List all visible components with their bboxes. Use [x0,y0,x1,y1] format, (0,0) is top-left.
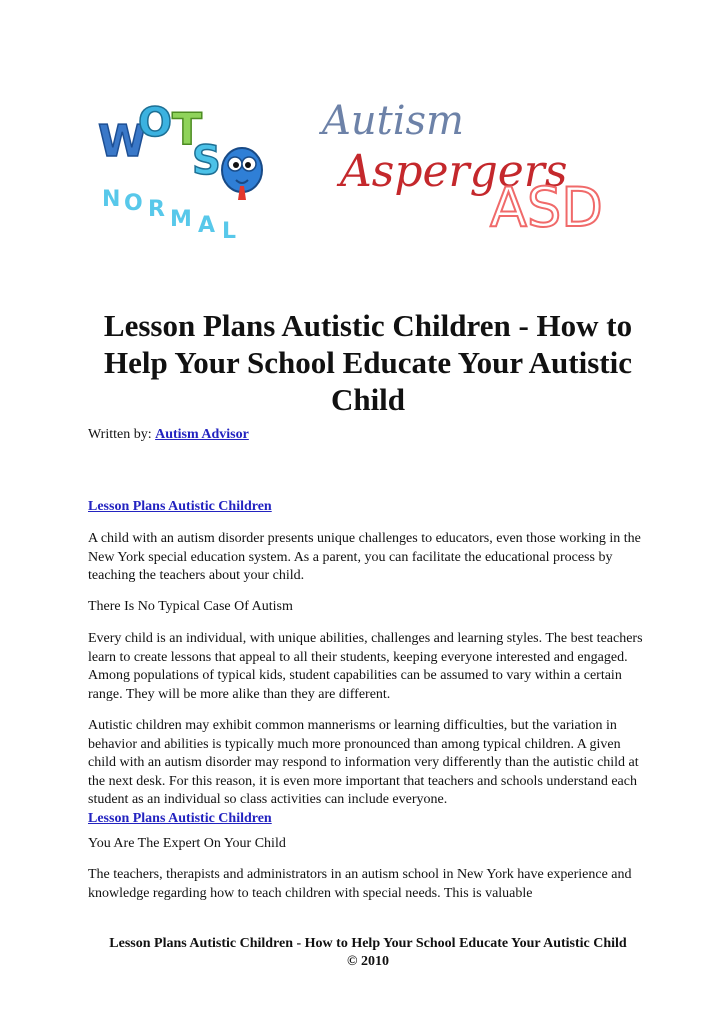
logo-letter-s: S [192,138,221,184]
paragraph-intro: A child with an autism disorder presents unique challenges to educators, even those working in the New York special education system. As a parent, you can facilitate the educational process by teaching the teachers about your child. [88,531,641,584]
byline [88,427,249,443]
logo-letter-n: N [102,187,121,212]
logo-letter-o2: O [124,191,143,216]
logo-letter-o: O [138,100,173,146]
byline-prefix: Written by: [88,427,156,442]
logo-letter-t: T [172,104,203,155]
inline-link-lesson-plans[interactable]: Lesson Plans Autistic Children [88,810,272,826]
section-link-lesson-plans[interactable]: Lesson Plans Autistic Children [88,499,272,514]
paragraph-every-child: Every child is an individual, with unique abilities, challenges and learning styles. The best teachers learn to create lessons that appeal to all their students, keeping everyone interested and engaged. Among populations of typical kids, student capabilities can be assumed to vary within a certain range. They will be more alike than they are different. [88,631,643,702]
logo-word-asd: ASD [490,176,603,236]
logo-letter-a: A [198,213,216,238]
paragraph-teachers-therapists: The teachers, therapists and administrators in an autism school in New York have experience and knowledge regarding how to teach children with special needs. This is valuable [88,867,632,901]
footer-title: Lesson Plans Autistic Children - How to Help Your School Educate Your Autistic Child [109,936,627,951]
owl-mascot-icon [222,148,262,200]
page-title: Lesson Plans Autistic Children - How to Help Your School Educate Your Autistic Child [103,308,633,417]
logo-word-aspergers: Aspergers [340,146,568,197]
paragraph-autistic-children: Autistic children may exhibit common mannerisms or learning difficulties, but the variation in behavior and abilities is typically much more pronounced than among typical children. A given child with an autism disorder may respond to information very differently than the autistic child at the next desk. For this reason, it is even more important that teachers and schools understand each student as an individual so class activities can include everyone. [88,718,639,808]
logo-letter-m: M [170,207,192,232]
autism-aspergers-asd-logo [312,86,612,236]
subheading-you-are-the-expert: You Are The Expert On Your Child [88,836,286,851]
logo-word-autism: Autism [322,98,464,144]
author-link[interactable]: Autism Advisor [155,427,249,442]
subheading-no-typical-case: There Is No Typical Case Of Autism [88,599,293,614]
logo-letter-w: W [98,116,147,167]
logo-letter-r: R [148,197,165,222]
logo-letter-l: L [222,219,237,244]
footer-copyright: © 2010 [347,954,389,969]
paragraph-autistic-children-block [88,717,648,829]
page-footer [88,935,648,971]
wots-normal-logo [90,88,270,248]
